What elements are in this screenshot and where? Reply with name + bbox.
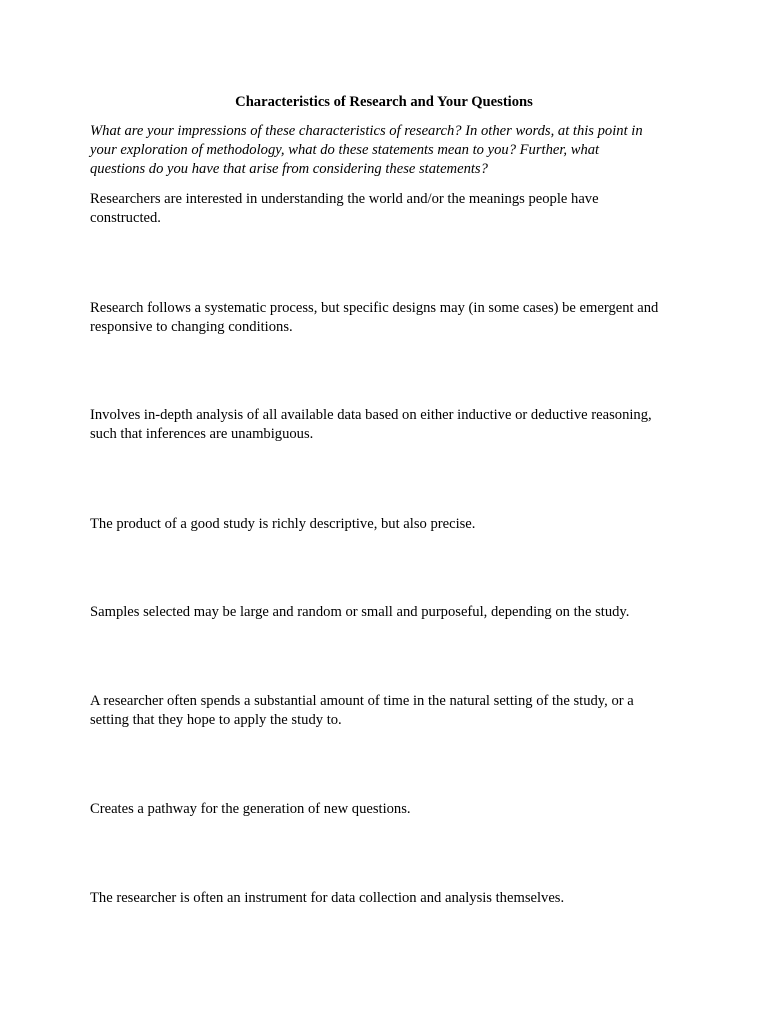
intro-prompt: What are your impressions of these characteristics of research? In other words, at this point in your exploration of methodology, what do these statements mean to you? Further, what questions do you have that arise from considering these statements?: [90, 123, 643, 178]
statement-6: A researcher often spends a substantial amount of time in the natural setting of the study, or a setting that they hope to apply the study to.: [90, 693, 634, 729]
statement-4: The product of a good study is richly descriptive, but also precise.: [90, 516, 476, 532]
statement-8: The researcher is often an instrument for data collection and analysis themselves.: [90, 890, 565, 906]
statement-5: Samples selected may be large and random or small and purposeful, depending on the study.: [90, 604, 630, 620]
statement-7: Creates a pathway for the generation of new questions.: [90, 801, 411, 817]
statement-1: Researchers are interested in understanding the world and/or the meanings people have constructed.: [90, 191, 599, 227]
document-title: Characteristics of Research and Your Questions: [235, 94, 533, 110]
statement-2: Research follows a systematic process, but specific designs may (in some cases) be emergent and responsive to changing conditions.: [90, 300, 659, 336]
statement-3: Involves in-depth analysis of all available data based on either inductive or deductive reasoning, such that inferences are unambiguous.: [90, 407, 652, 443]
